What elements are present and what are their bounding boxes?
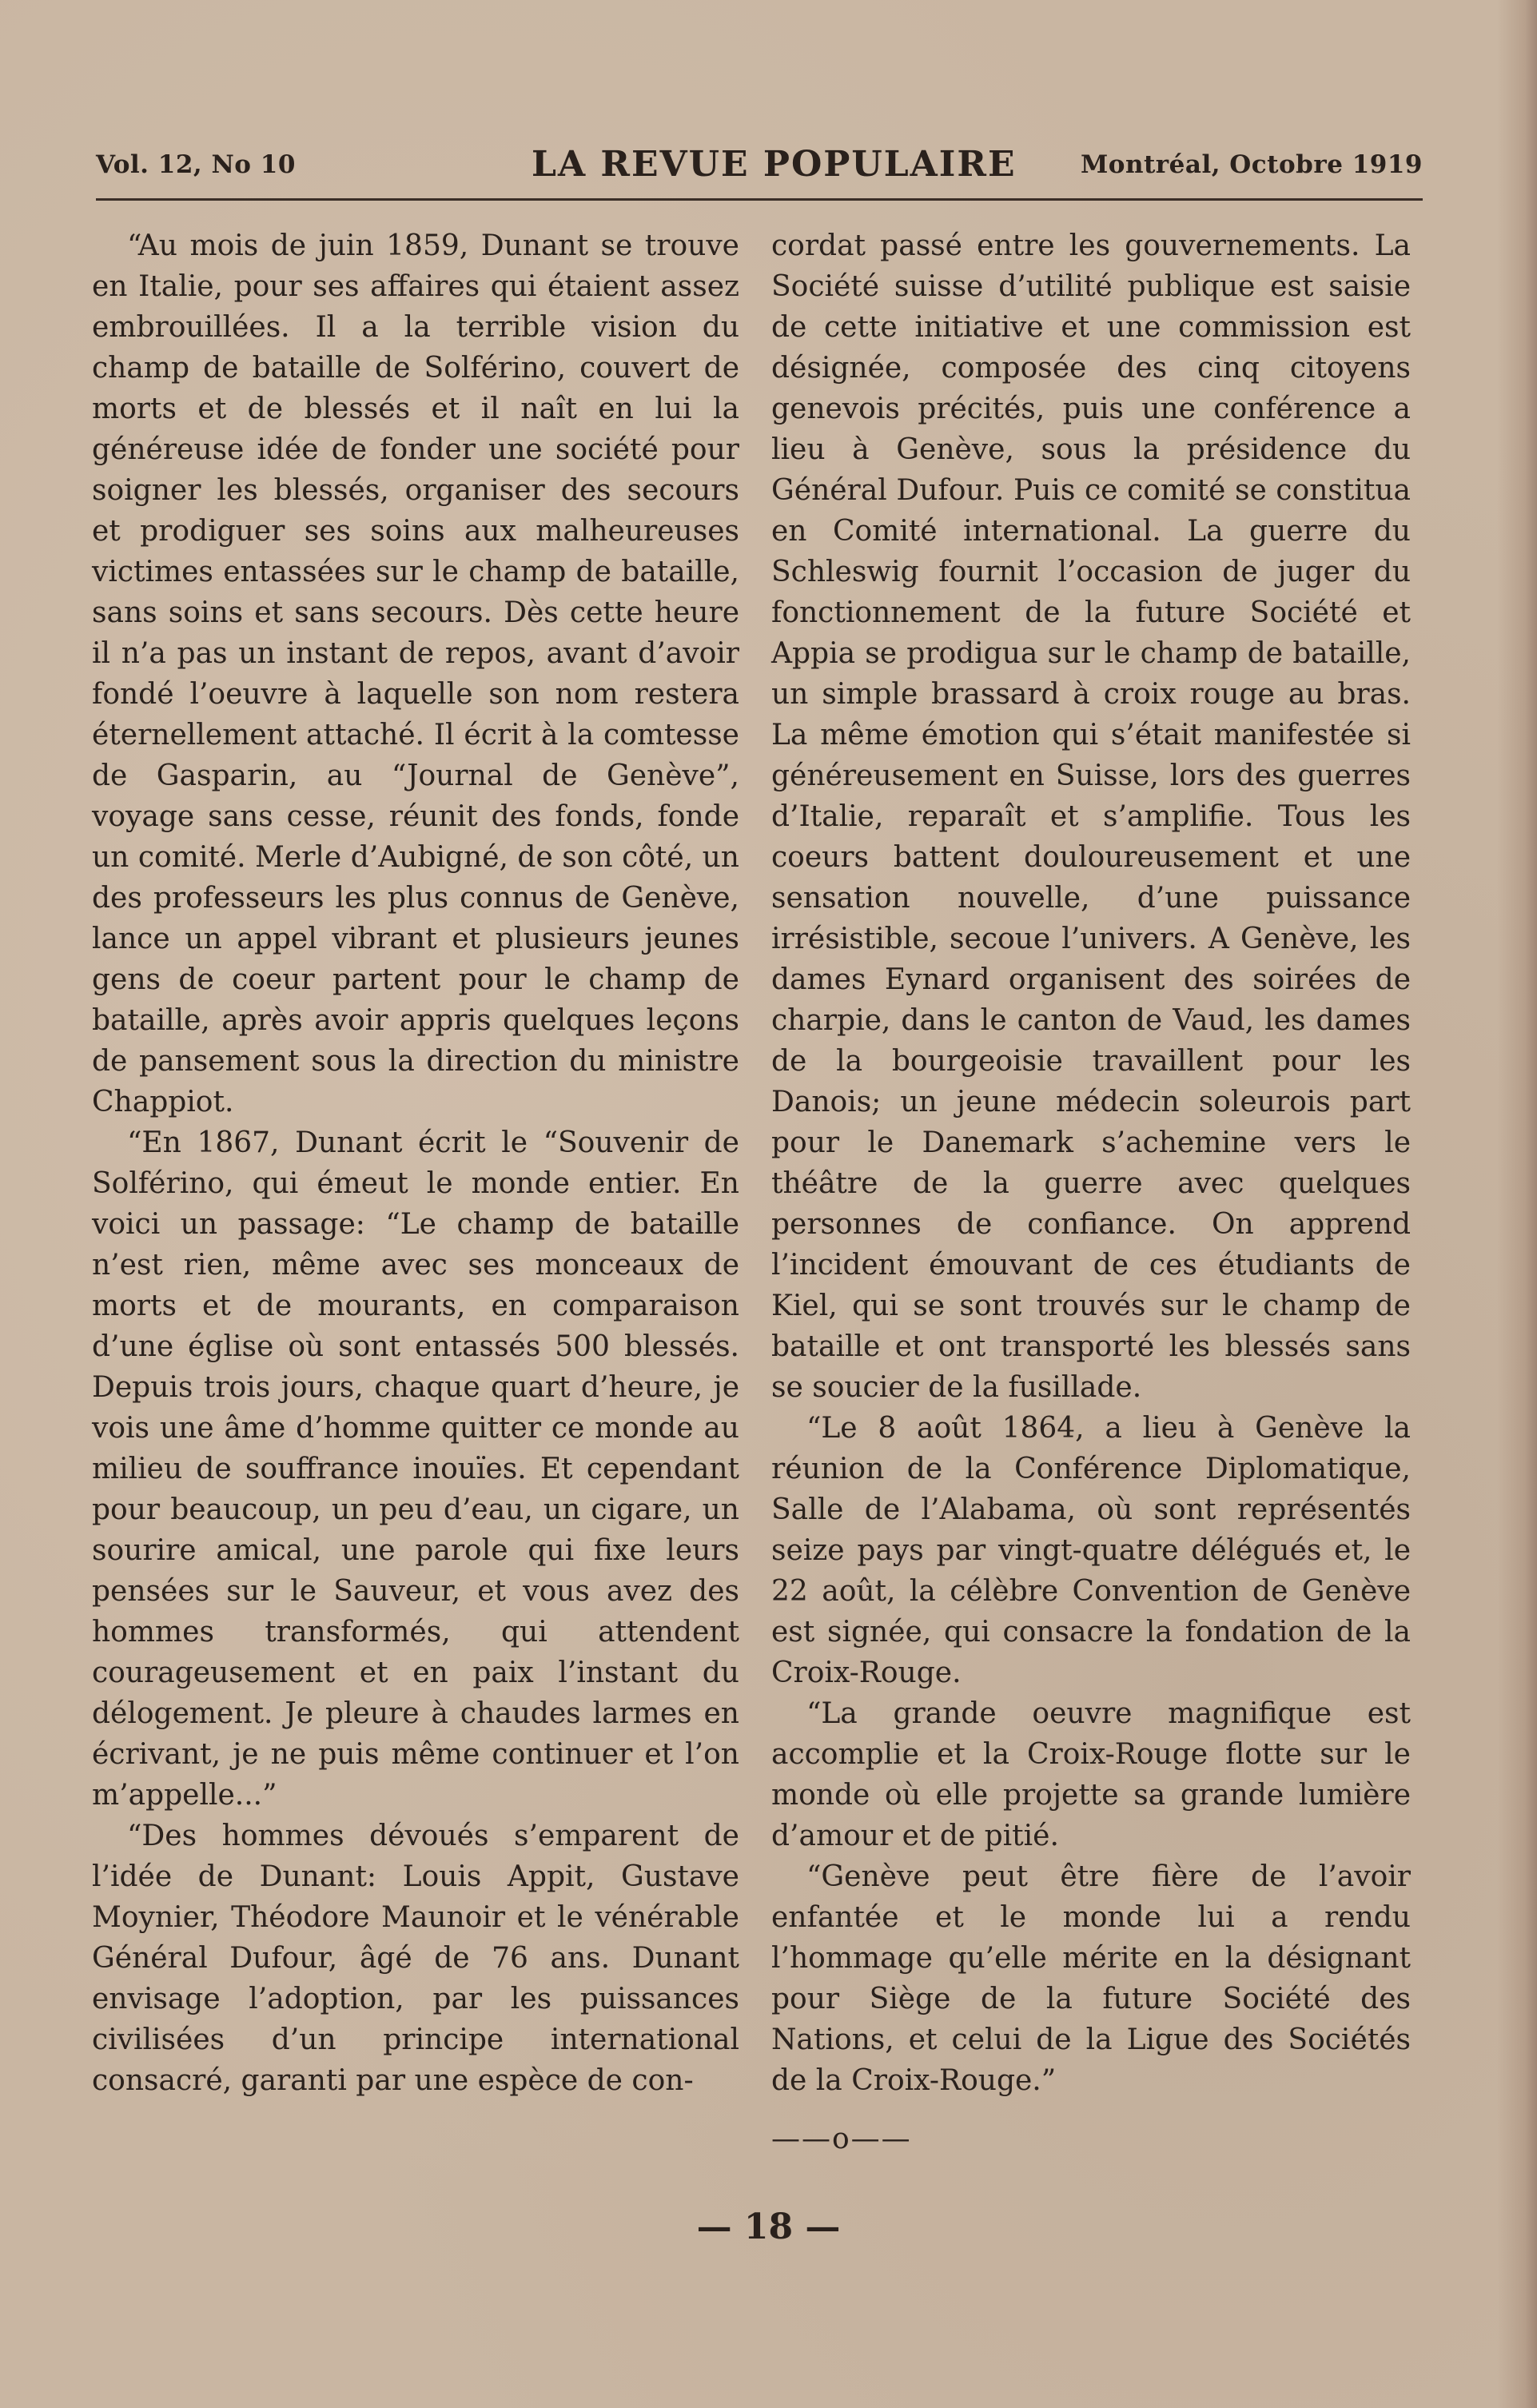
right-column: [771, 225, 1411, 2159]
volume-number: Vol. 12, No 10: [96, 150, 296, 179]
header-rule: [96, 198, 1423, 201]
left-column: [92, 225, 739, 2101]
paragraph: “Au mois de juin 1859, Dunant se trouve en Italie, pour ses affaires qui étaient assez embrouillées. Il a la terrible vision du champ de bataille de Solférino, couvert de morts et de blessés et il naît en lui la généreuse idée de fonder une société pour soigner les blessés, organiser des secours et prodiguer ses soins aux malheureuses victimes entassées sur le champ de bataille, sans soins et sans secours. Dès cette heure il n’a pas un instant de repos, avant d’avoir fondé l’oeuvre à laquelle son nom restera éternellement attaché. Il écrit à la comtesse de Gasparin, au “Journal de Genève”, voyage sans cesse, réunit des fonds, fonde un comité. Merle d’Aubigné, de son côté, un des professeurs les plus connus de Genève, lance un appel vibrant et plusieurs jeunes gens de coeur partent pour le champ de bataille, après avoir appris quelques leçons de pansement sous la direction du ministre Chappiot.: [92, 229, 739, 1118]
running-header: [96, 144, 1423, 198]
page-number: — 18 —: [696, 2207, 841, 2247]
paragraph: “La grande oeuvre magnifique est accomplie et la Croix-Rouge flotte sur le monde où elle projette sa grande lumière d’amour et de pitié.: [771, 1697, 1411, 1852]
page-edge: [1497, 0, 1537, 2408]
paragraph: “Le 8 août 1864, a lieu à Genève la réunion de la Conférence Diplomatique, Salle de l’Alabama, où sont représentés seize pays par vingt-quatre délégués et, le 22 août, la célèbre Convention de Genève est signée, qui consacre la fondation de la Croix-Rouge.: [771, 1412, 1411, 1689]
paragraph: “Genève peut être fière de l’avoir enfantée et le monde lui a rendu l’hommage qu’elle mérite en la désignant pour Siège de la future Société des Nations, et celui de la Ligue des Sociétés de la Croix-Rouge.”: [771, 1860, 1411, 2097]
publication-title: LA REVUE POPULAIRE: [532, 144, 1017, 185]
section-separator: ——o——: [771, 2123, 912, 2155]
place-date: Montréal, Octobre 1919: [1080, 150, 1423, 179]
paragraph: cordat passé entre les gouvernements. La Société suisse d’utilité publique est saisie de cette initiative et une commission est désignée, composée des cinq citoyens genevois précités, puis une conférence a lieu à Genève, sous la présidence du Général Dufour. Puis ce comité se constitua en Comité international. La guerre du Schleswig fournit l’occasion de juger du fonctionnement de la future Société et Appia se prodigua sur le champ de bataille, un simple brassard à croix rouge au bras. La même émotion qui s’était manifestée si généreusement en Suisse, lors des guerres d’Italie, reparaît et s’amplifie. Tous les coeurs battent douloureusement et une sensation nouvelle, d’une puissance irrésistible, secoue l’univers. A Genève, les dames Eynard organisent des soirées de charpie, dans le canton de Vaud, les dames de la bourgeoisie travaillent pour les Danois; un jeune médecin soleurois part pour le Danemark s’achemine vers le théâtre de la guerre avec quelques personnes de confiance. On apprend l’incident émouvant de ces étudiants de Kiel, qui se sont trouvés sur le champ de bataille et ont transporté les blessés sans se soucier de la fusillade.: [771, 229, 1411, 1404]
paragraph: “En 1867, Dunant écrit le “Souvenir de Solférino, qui émeut le monde entier. En voici un passage: “Le champ de bataille n’est rien, même avec ses monceaux de morts et de mourants, en comparaison d’une église où sont entassés 500 blessés. Depuis trois jours, chaque quart d’heure, je vois une âme d’homme quitter ce monde au milieu de souffrance inouïes. Et cependant pour beaucoup, un peu d’eau, un cigare, un sourire amical, une parole qui fixe leurs pensées sur le Sauveur, et vous avez des hommes transformés, qui attendent courageusement et en paix l’instant du délogement. Je pleure à chaudes larmes en écrivant, je ne puis même continuer et l’on m’appelle...”: [92, 1126, 739, 1812]
paragraph: “Des hommes dévoués s’emparent de l’idée de Dunant: Louis Appit, Gustave Moynier, Théodore Maunoir et le vénérable Général Dufour, âgé de 76 ans. Dunant envisage l’adoption, par les puissances civilisées d’un principe international consacré, garanti par une espèce de con-: [92, 1820, 739, 2097]
